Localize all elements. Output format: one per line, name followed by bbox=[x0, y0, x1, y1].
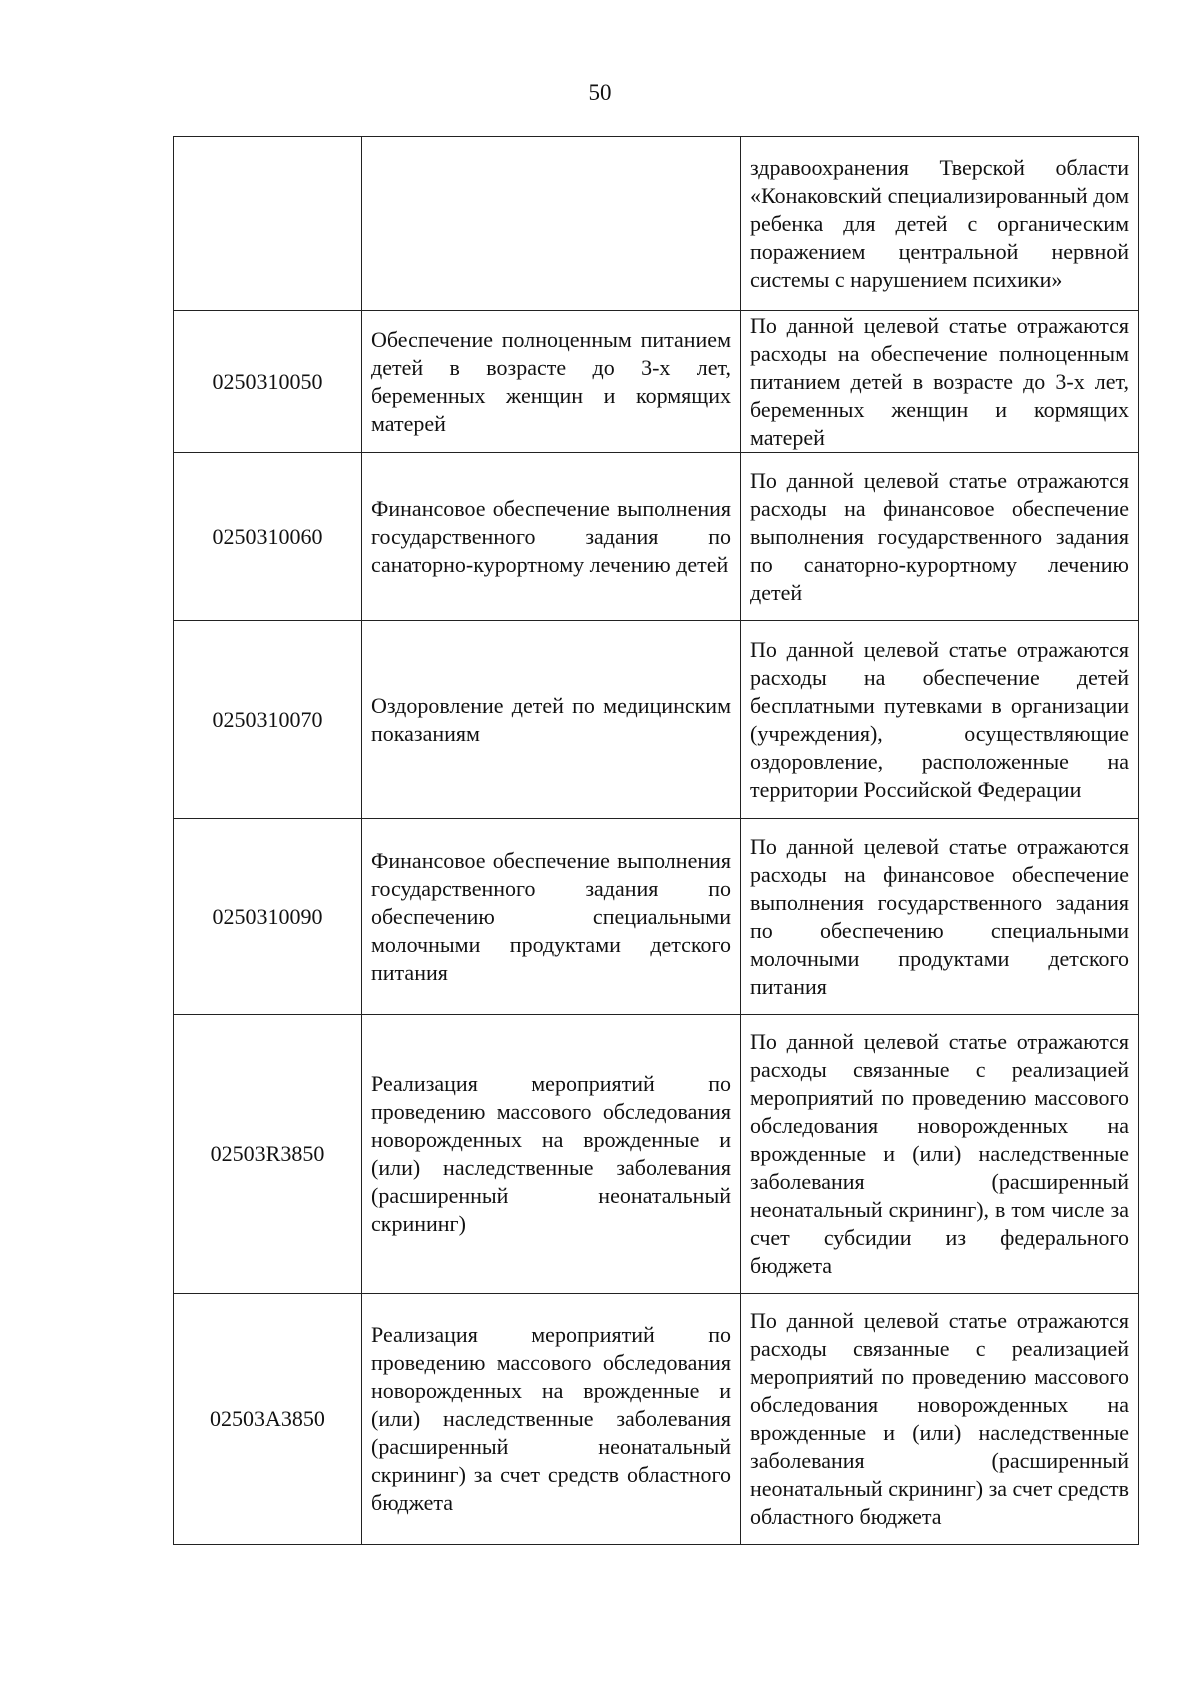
description-cell: По данной целевой статье отражаются расходы на финансовое обеспечение выполнения государственного задания по обеспечению специальными молочными продуктами детского питания bbox=[741, 819, 1139, 1015]
table-row bbox=[174, 1294, 1139, 1545]
description-cell: По данной целевой статье отражаются расходы на обеспечение детей бесплатными путевками в организации (учреждения), осуществляющие оздоровление, расположенные на территории Российской Федерации bbox=[741, 621, 1139, 819]
target-code-cell bbox=[174, 137, 362, 311]
target-code-cell: 0250310070 bbox=[174, 621, 362, 819]
target-code-cell: 02503A3850 bbox=[174, 1294, 362, 1545]
budget-code-table bbox=[173, 136, 1139, 1545]
target-code-cell: 0250310060 bbox=[174, 453, 362, 621]
table-row bbox=[174, 1015, 1139, 1294]
page-number: 50 bbox=[588, 80, 612, 105]
expense-name-cell bbox=[362, 137, 741, 311]
table-row bbox=[174, 453, 1139, 621]
expense-name-cell: Реализация мероприятий по проведению массового обследования новорожденных на врожденные и (или) наследственные заболевания (расширенный неонатальный скрининг) за счет средств областного бюджета bbox=[362, 1294, 741, 1545]
table-row bbox=[174, 819, 1139, 1015]
expense-name-cell: Реализация мероприятий по проведению массового обследования новорожденных на врожденные и (или) наследственные заболевания (расширенный неонатальный скрининг) bbox=[362, 1015, 741, 1294]
table-row bbox=[174, 311, 1139, 453]
expense-name-cell: Оздоровление детей по медицинским показаниям bbox=[362, 621, 741, 819]
target-code-cell: 0250310090 bbox=[174, 819, 362, 1015]
description-cell: По данной целевой статье отражаются расходы на финансовое обеспечение выполнения государственного задания по санаторно-курортному лечению детей bbox=[741, 453, 1139, 621]
expense-name-cell: Финансовое обеспечение выполнения государственного задания по санаторно-курортному лечению детей bbox=[362, 453, 741, 621]
table-row bbox=[174, 621, 1139, 819]
expense-name-cell: Обеспечение полноценным питанием детей в возрасте до 3-х лет, беременных женщин и кормящих матерей bbox=[362, 311, 741, 453]
target-code-cell: 0250310050 bbox=[174, 311, 362, 453]
description-cell: здравоохранения Тверской области «Конаковский специализированный дом ребенка для детей с органическим поражением центральной нервной системы с нарушением психики» bbox=[741, 137, 1139, 311]
description-cell: По данной целевой статье отражаются расходы связанные с реализацией мероприятий по проведению массового обследования новорожденных на врожденные и (или) наследственные заболевания (расширенный неонатальный скрининг) за счет средств областного бюджета bbox=[741, 1294, 1139, 1545]
target-code-cell: 02503R3850 bbox=[174, 1015, 362, 1294]
table-row bbox=[174, 137, 1139, 311]
expense-name-cell: Финансовое обеспечение выполнения государственного задания по обеспечению специальными молочными продуктами детского питания bbox=[362, 819, 741, 1015]
description-cell: По данной целевой статье отражаются расходы на обеспечение полноценным питанием детей в возрасте до 3-х лет, беременных женщин и кормящих матерей bbox=[741, 311, 1139, 453]
description-cell: По данной целевой статье отражаются расходы связанные с реализацией мероприятий по проведению массового обследования новорожденных на врожденные и (или) наследственные заболевания (расширенный неонатальный скрининг), в том числе за счет субсидии из федерального бюджета bbox=[741, 1015, 1139, 1294]
